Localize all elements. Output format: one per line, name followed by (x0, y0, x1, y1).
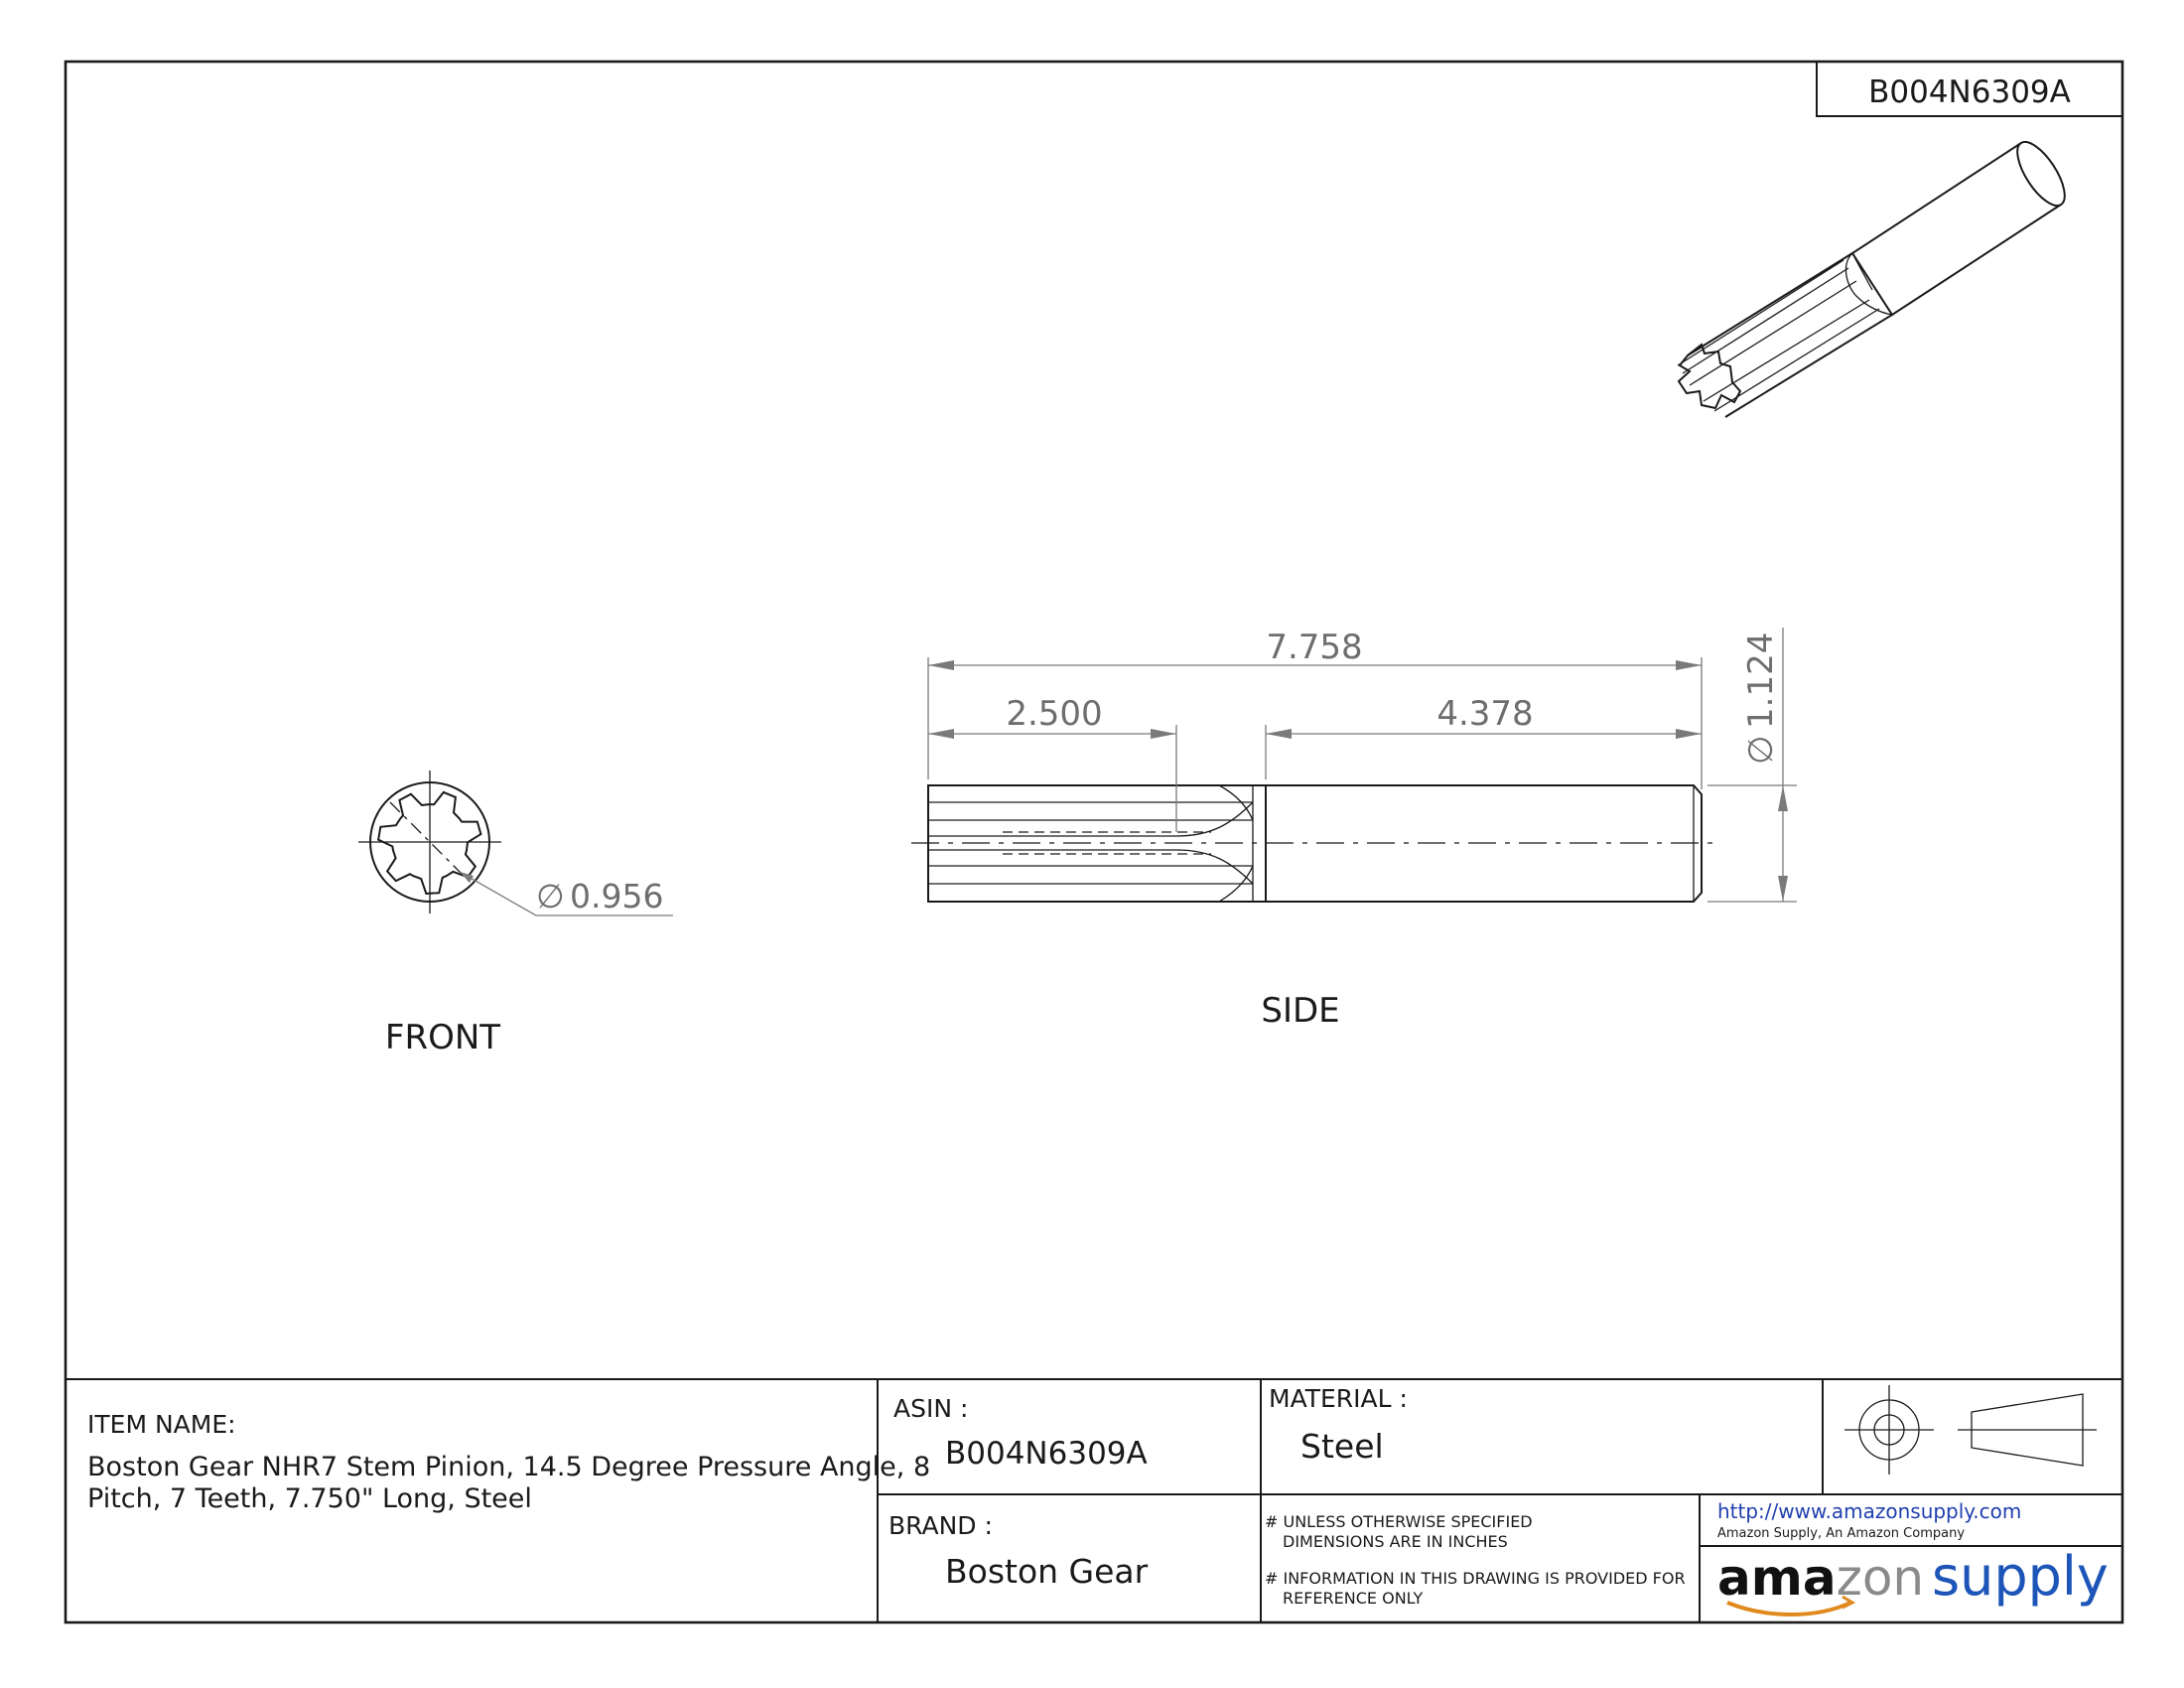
asin-value: B004N6309A (945, 1436, 1148, 1472)
item-name-line2: Pitch, 7 Teeth, 7.750" Long, Steel (87, 1483, 532, 1514)
svg-text:amazon: amazon (1717, 1549, 1925, 1607)
front-diameter-value: 0.956 (570, 877, 664, 915)
asin-label: ASIN : (893, 1394, 969, 1423)
company-name: Amazon Supply, An Amazon Company (1717, 1526, 1966, 1541)
side-view-label: SIDE (1261, 991, 1340, 1031)
outer-diameter-symbol: ∅ (1741, 735, 1781, 765)
note1-line1: # UNLESS OTHERWISE SPECIFIED (1265, 1512, 1533, 1531)
amazon-supply-logo (1717, 1545, 2109, 1615)
title-block (66, 1379, 2122, 1622)
part-number-box (1817, 62, 2122, 116)
side-view (911, 628, 1797, 1031)
item-name-line1: Boston Gear NHR7 Stem Pinion, 14.5 Degree Pressure Angle, 8 (87, 1452, 931, 1482)
material-value: Steel (1300, 1427, 1384, 1466)
note2-line1: # INFORMATION IN THIS DRAWING IS PROVIDED FOR (1265, 1569, 1686, 1588)
logo-supply-word: supply (1932, 1545, 2109, 1608)
shaft-length-value: 4.378 (1436, 694, 1534, 734)
note2-line2: REFERENCE ONLY (1283, 1589, 1424, 1608)
part-number-text: B004N6309A (1868, 74, 2071, 110)
front-diameter-symbol: ∅ (536, 877, 565, 915)
brand-label: BRAND : (888, 1511, 993, 1540)
company-url-link[interactable]: http://www.amazonsupply.com (1717, 1499, 2022, 1523)
note1-line2: DIMENSIONS ARE IN INCHES (1283, 1532, 1508, 1551)
projection-symbol-icon (1844, 1385, 2097, 1475)
front-view-label: FRONT (384, 1018, 501, 1057)
item-name-label: ITEM NAME: (87, 1410, 236, 1439)
isometric-view (1678, 135, 2074, 417)
toothed-length-value: 2.500 (1006, 694, 1103, 734)
overall-length-value: 7.758 (1266, 628, 1363, 667)
outer-diameter-value: 1.124 (1741, 632, 1781, 729)
material-label: MATERIAL : (1269, 1384, 1408, 1413)
front-view (358, 771, 673, 1057)
brand-value: Boston Gear (945, 1552, 1149, 1591)
